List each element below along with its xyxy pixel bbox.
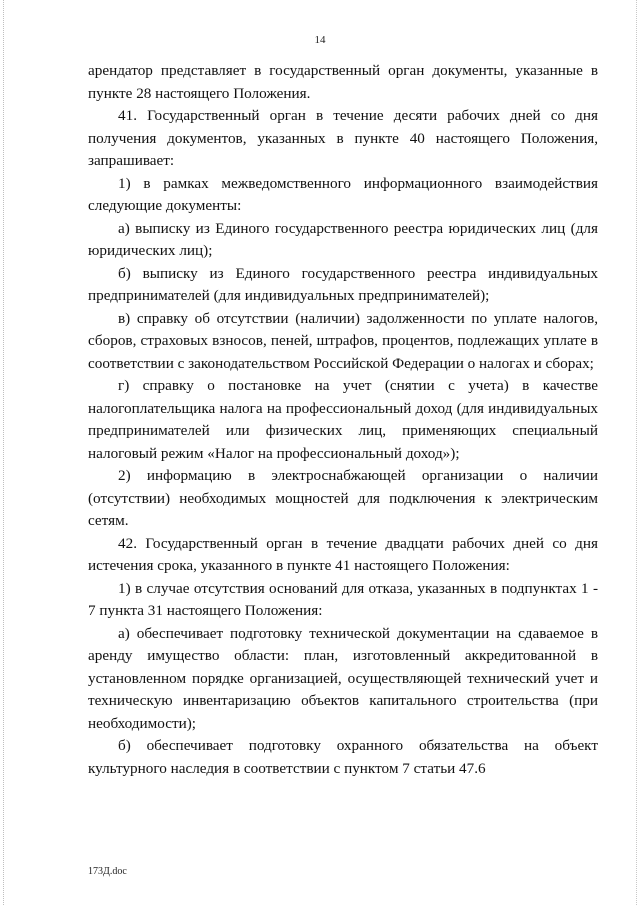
paragraph-42-1-b: б) обеспечивает подготовку охранного обязательства на объект культурного наследия в соответствии с пунктом 7 статьи 47.6 bbox=[88, 737, 598, 777]
page-number: 14 bbox=[314, 34, 326, 46]
paragraph-42-1: 1) в случае отсутствия оснований для отказа, указанных в подпунктах 1 - 7 пункта 31 настоящего Положения: bbox=[88, 579, 598, 619]
paragraph-41-1: 1) в рамках межведомственного информационного взаимодействия следующие документы: bbox=[88, 174, 598, 214]
footer-filename: 173Д.doc bbox=[88, 866, 127, 877]
paragraph-42-1-a: а) обеспечивает подготовку технической документации на сдаваемое в аренду имущество области: план, изготовленный аккредитованной в установленном порядке организацией, осуществляющей технический учет и техническую инвентаризацию объектов капитального строительства (при необходимости); bbox=[88, 624, 598, 732]
paragraph-42: 42. Государственный орган в течение двадцати рабочих дней со дня истечения срока, указанного в пункте 41 настоящего Положения: bbox=[88, 534, 598, 574]
paragraph-continuation: арендатор представляет в государственный орган документы, указанные в пункте 28 настоящего Положения. bbox=[88, 62, 598, 102]
paragraph-41-1-g: г) справку о постановке на учет (снятии с учета) в качестве налогоплательщика налога на профессиональный доход (для индивидуальных предпринимателей или физических лиц, применяющих специальный налоговый режим «Налог на профессиональный доход»); bbox=[88, 377, 598, 462]
paragraph-41-1-v: в) справку об отсутствии (наличии) задолженности по уплате налогов, сборов, страховых взносов, пеней, штрафов, процентов, подлежащих уплате в соответствии с законодательством Российской Федерации о налогах и сборах; bbox=[88, 309, 598, 372]
scan-edge-right bbox=[634, 0, 637, 905]
paragraph-41-1-a: а) выписку из Единого государственного реестра юридических лиц (для юридических лиц); bbox=[88, 219, 598, 259]
document-body bbox=[88, 60, 598, 780]
paragraph-41-2: 2) информацию в электроснабжающей организации о наличии (отсутствии) необходимых мощностей для подключения к электрическим сетям. bbox=[88, 467, 598, 529]
scan-edge-left bbox=[3, 0, 6, 905]
paragraph-41-1-b: б) выписку из Единого государственного реестра индивидуальных предпринимателей (для индивидуальных предпринимателей); bbox=[88, 264, 598, 304]
paragraph-41: 41. Государственный орган в течение десяти рабочих дней со дня получения документов, указанных в пункте 40 настоящего Положения, запрашивает: bbox=[88, 107, 598, 169]
